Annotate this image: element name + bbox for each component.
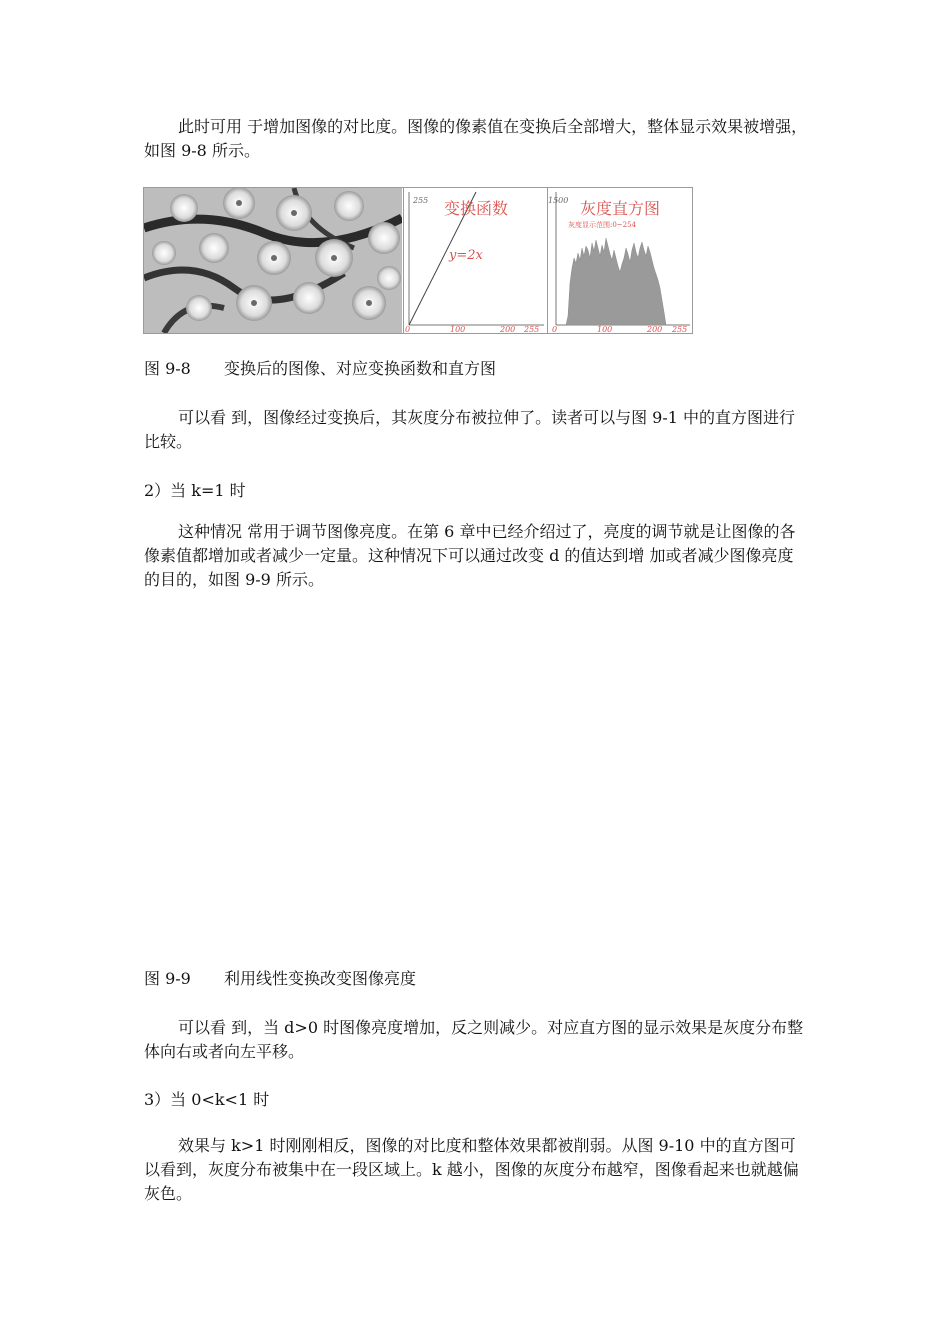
heading-k-equals-1: 2）当 k=1 时 bbox=[144, 481, 246, 500]
func-y-top-label: 255 bbox=[413, 196, 429, 205]
paragraph-brightness: 这种情况 常用于调节图像亮度。在第 6 章中已经介绍过了，亮度的调节就是让图像的各像素值都增加或者减少一定量。这种情况下可以通过改变 d 的值达到增 加或者减少图像亮度的目的，如图 9-9 所示。 bbox=[144, 522, 796, 589]
heading-k-between-0-and-1: 3）当 0<k<1 时 bbox=[144, 1090, 270, 1109]
func-x-tick-255: 255 bbox=[524, 325, 540, 333]
hist-y-top-label: 1500 bbox=[548, 196, 569, 205]
hist-x-tick-100: 100 bbox=[597, 325, 613, 333]
histogram-area bbox=[566, 238, 666, 325]
func-x-tick-200: 200 bbox=[500, 325, 516, 333]
hist-x-tick-0: 0 bbox=[552, 325, 558, 333]
figure-9-8 bbox=[143, 187, 693, 334]
paragraph-shift: 可以看 到，当 d>0 时图像亮度增加，反之则减少。对应直方图的显示效果是灰度分布整体向右或者向左平移。 bbox=[144, 1018, 804, 1061]
hist-title: 灰度直方图 bbox=[580, 199, 661, 218]
paragraph-contrast-intro: 此时可用 于增加图像的对比度。图像的像素值在变换后全部增大，整体显示效果被增强，如图 9-8 所示。 bbox=[144, 117, 808, 160]
transform-function-panel bbox=[403, 188, 547, 333]
figure-9-8-number: 图 9-8 bbox=[144, 359, 191, 378]
hist-x-tick-255: 255 bbox=[672, 325, 688, 333]
figure-9-9-caption-text: 利用线性变换改变图像亮度 bbox=[224, 969, 417, 988]
flower-photo bbox=[144, 188, 402, 333]
func-title: 变换函数 bbox=[444, 199, 509, 218]
func-x-tick-0: 0 bbox=[405, 325, 411, 333]
func-formula: y=2x bbox=[449, 248, 483, 263]
func-x-tick-100: 100 bbox=[450, 325, 466, 333]
histogram-panel bbox=[547, 188, 693, 333]
hist-subtitle: 灰度显示范围:0~254 bbox=[568, 221, 637, 229]
hist-x-tick-200: 200 bbox=[647, 325, 663, 333]
paragraph-stretched-distribution: 可以看 到，图像经过变换后，其灰度分布被拉伸了。读者可以与图 9-1 中的直方图进行比较。 bbox=[144, 408, 796, 451]
figure-9-9-caption bbox=[144, 968, 416, 990]
figure-9-9-number: 图 9-9 bbox=[144, 969, 191, 988]
paragraph-weakened-contrast: 效果与 k>1 时刚刚相反，图像的对比度和整体效果都被削弱。从图 9-10 中的直方图可以看到，灰度分布被集中在一段区域上。k 越小，图像的灰度分布越窄，图像看起来也就越偏灰色。 bbox=[144, 1136, 799, 1203]
figure-9-8-caption-text: 变换后的图像、对应变换函数和直方图 bbox=[224, 359, 497, 378]
figure-9-8-caption bbox=[144, 358, 496, 380]
